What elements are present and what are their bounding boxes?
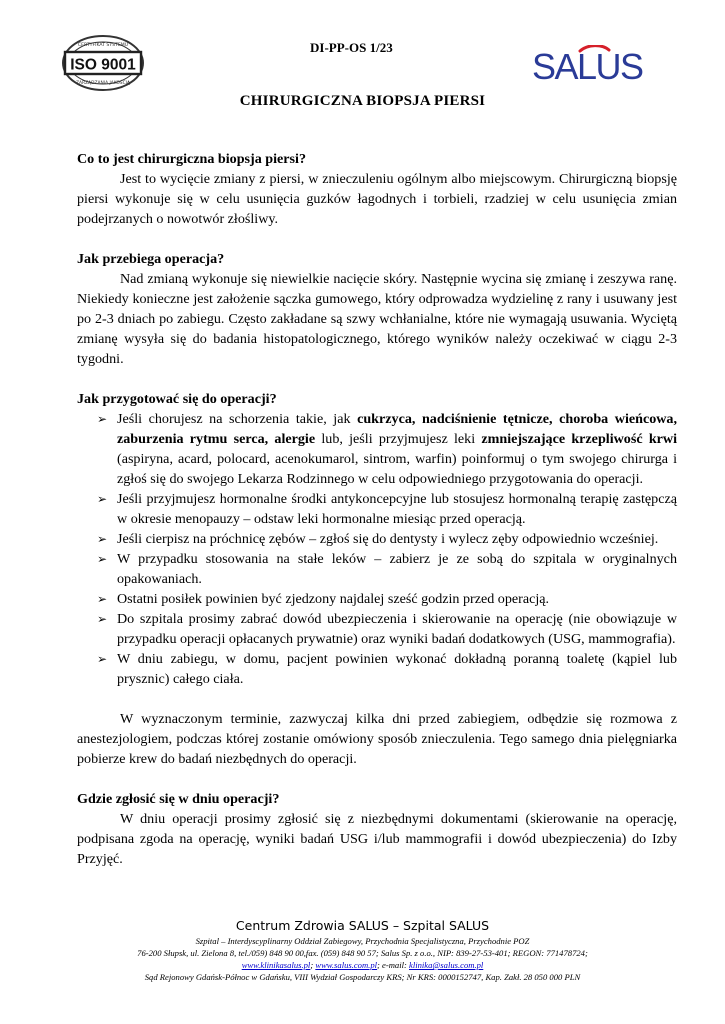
salus-logo-text: SALUS	[532, 46, 643, 85]
list-item: ➢ Jeśli cierpisz na próchnicę zębów – zgłoś się do dentysty i wylecz zęby odpowiednio wcześniej.	[97, 531, 659, 547]
footer-line-3: www.klinikasalus.pl; www.salus.com.pl; e-mail: klinika@salus.com.pl	[241, 960, 484, 970]
website-link-salus[interactable]: www.salus.com.pl	[315, 960, 378, 970]
arrow-bullet-icon: ➢	[97, 552, 108, 566]
section-text-procedure: Nad zmianą wykonuje się niewielkie nacięcie skóry. Następnie wycina się zmianę i zeszywa ranę. Niekiedy konieczne jest założenie sączka gumowego, który odprowadza wydzielinę z rany i usuwany jest po 2-3 dniach po zabiegu. Często zakładane są szwy wchłanialne, które nie wymagają usuwania. Wyciętą zmianę wysyła się do badania histopatologicznego, którego wyników należy oczekiwać w ciągu 2-3 tygodni.	[77, 271, 677, 367]
section-heading-where-report: Gdzie zgłosić się w dniu operacji?	[77, 791, 280, 807]
section-heading-procedure: Jak przebiega operacja?	[77, 251, 225, 267]
footer-line-2: 76-200 Słupsk, ul. Zielona 8, tel./059) 848 90 00,fax. (059) 848 90 57; Salus Sp. z o.o., NIP: 839-27-53-401; REGON: 771478724;	[137, 948, 588, 958]
arrow-bullet-icon: ➢	[97, 592, 108, 606]
website-link-klinikasalus[interactable]: www.klinikasalus.pl	[241, 960, 311, 970]
document-body	[77, 149, 677, 869]
email-link[interactable]: klinika@salus.com.pl	[409, 960, 484, 970]
arrow-bullet-icon: ➢	[97, 412, 108, 426]
anesthesia-paragraph: W wyznaczonym terminie, zazwyczaj kilka dni przed zabiegiem, odbędzie się rozmowa z anestezjologiem, podczas której zostanie omówiony sposób znieczulenia. Tego samego dnia pielęgniarka pobierze krew do badań niezbędnych do operacji.	[77, 711, 677, 767]
list-item: ➢ Do szpitala prosimy zabrać dowód ubezpieczenia i skierowanie na operację (nie obowiązuje w przypadku operacji opłacanych prywatnie) oraz wyniki badań dodatkowych (USG, mammografia).	[97, 611, 677, 647]
section-heading-what-is: Co to jest chirurgiczna biopsja piersi?	[77, 151, 307, 167]
section-text-what-is: Jest to wycięcie zmiany z piersi, w znieczuleniu ogólnym albo miejscowym. Chirurgiczną biopsję piersi wykonuje się w celu usunięcia guzków łagodnych i torbieli, rzadziej w celu usunięcia zmian podejrzanych o nowotwór złośliwy.	[77, 171, 677, 227]
arrow-bullet-icon: ➢	[97, 532, 108, 546]
footer-title: Centrum Zdrowia SALUS – Szpital SALUS	[235, 918, 490, 933]
iso-logo-main-text: ISO 9001	[70, 56, 136, 74]
section-text-where-report: W dniu operacji prosimy zgłosić się z niezbędnymi dokumentami (skierowanie na operację, podpisana zgoda na operację, wyniki badań USG i/lub mammografii i dowód ubezpieczenia) do Izby Przyjęć.	[77, 811, 677, 867]
list-item: ➢ Ostatni posiłek powinien być zjedzony najdalej sześć godzin przed operacją.	[97, 591, 550, 607]
document-code: DI-PP-OS 1/23	[310, 40, 393, 55]
arrow-bullet-icon: ➢	[97, 492, 108, 506]
list-item: ➢ W dniu zabiegu, w domu, pacjent powinien wykonać dokładną poranną toaletę (kąpiel lub prysznic) całego ciała.	[97, 651, 677, 687]
preparation-list	[77, 409, 677, 689]
list-item: ➢ Jeśli przyjmujesz hormonalne środki antykoncepcyjne lub stosujesz hormonalną terapię zastępczą w okresie menopauzy – odstaw leki hormonalne miesiąc przed operacją.	[97, 491, 677, 527]
iso-logo-bottom-text: ZARZĄDZANIA JAKOŚCIĄ	[76, 81, 130, 86]
section-heading-preparation: Jak przygotować się do operacji?	[77, 391, 277, 407]
document-title: CHIRURGICZNA BIOPSJA PIERSI	[239, 93, 486, 109]
iso-9001-logo	[60, 33, 146, 93]
salus-logo	[532, 45, 654, 85]
iso-logo-top-text: CERTYFIKAT SYSTEMU	[77, 43, 129, 48]
footer-line-1: Szpital – Interdyscyplinarny Oddział Zabiegowy, Przychodnia Specjalistyczna, Przychodnie POZ	[195, 936, 530, 946]
footer-line-4: Sąd Rejonowy Gdańsk-Północ w Gdańsku, VIII Wydział Gospodarczy KRS; Nr KRS: 0000152747, Kap. Zakł. 28 050 000 PLN	[144, 972, 581, 982]
arrow-bullet-icon: ➢	[97, 612, 108, 626]
list-item: ➢ Jeśli chorujesz na schorzenia takie, jak cukrzyca, nadciśnienie tętnicze, choroba wieńcowa, zaburzenia rytmu serca, alergie lub, jeśli przyjmujesz leki zmniejszające krzepliwość krwi (aspiryna, acard, polocard, acenokumarol, sintrom, warfin) poinformuj o tym swojego chirurga i zgłoś się do swojego Lekarza Rodzinnego w celu odpowiedniego przygotowania do operacji.	[97, 411, 678, 487]
list-item: ➢ W przypadku stosowania na stałe leków – zabierz je ze sobą do szpitala w oryginalnych opakowaniach.	[97, 551, 677, 587]
page-footer	[0, 917, 725, 983]
arrow-bullet-icon: ➢	[97, 652, 108, 666]
